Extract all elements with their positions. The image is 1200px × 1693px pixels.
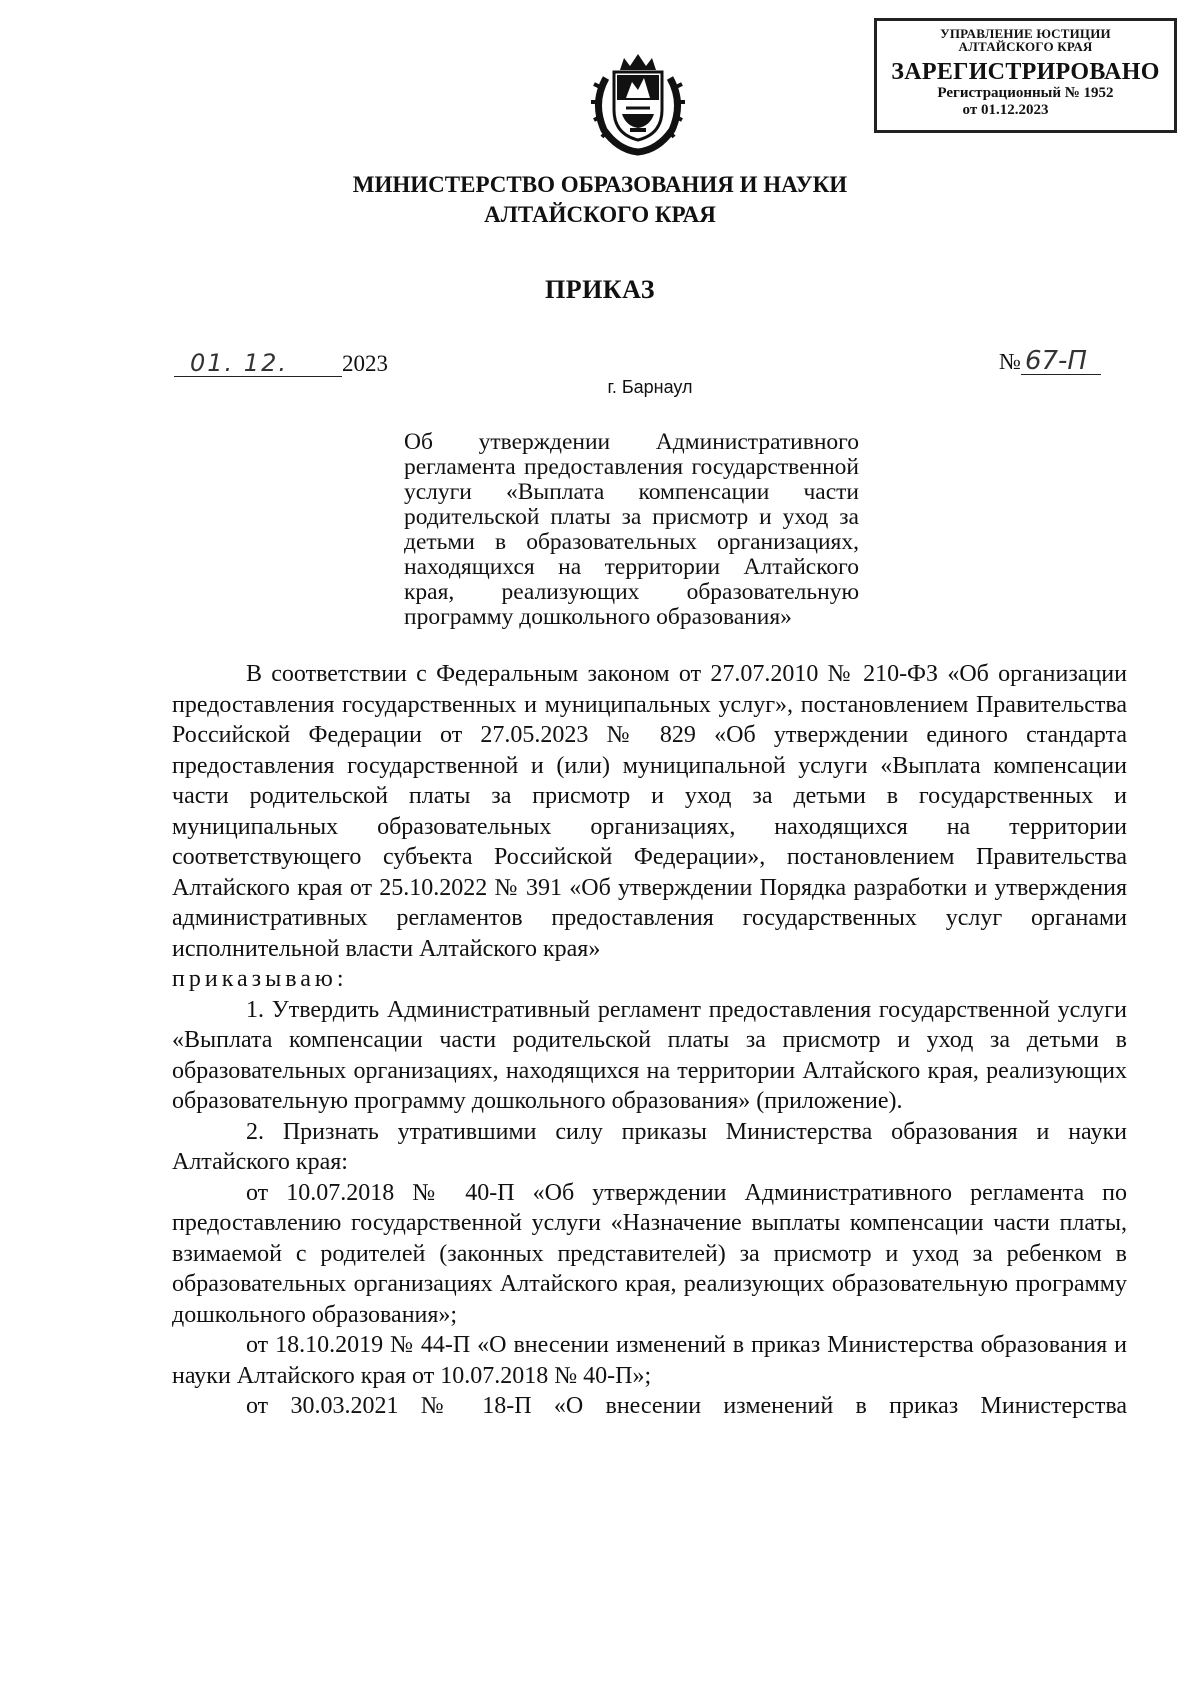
coat-of-arms-icon [586, 48, 690, 158]
date-year: 2023 [342, 351, 388, 376]
item-1: 1. Утвердить Административный регламент предоставления государственной услуги «Выплата компенсации части родительской платы за присмотр и уход за детьми в образовательных организациях, находящихся на территории Алтайского края, реализующих образовательную программу дошкольного образования» (приложение). [172, 996, 1127, 1114]
number-handwritten: 67-П [1021, 348, 1101, 375]
stamp-status: ЗАРЕГИСТРИРОВАНО [891, 59, 1160, 85]
order-date [174, 350, 388, 377]
city: г. Барнаул [607, 377, 693, 397]
order-subject: Об утверждении Административного регламента предоставления государственной услуги «Выплата компенсации части родительской платы за присмотр и уход за детьми в образовательных организациях, находящихся на территории Алтайского края, реализующих образовательную программу дошкольного образования» [404, 429, 859, 630]
date-handwritten: 01. 12. [174, 350, 342, 377]
repealed-order-1: от 10.07.2018 № 40-П «Об утверждении Административного регламента по предоставлению государственной услуги «Назначение выплаты компенсации части платы, взимаемой с родителей (законных представителей) за присмотр и уход за ребенком в образовательных организациях Алтайского края, реализующих образовательную программу дошкольного образования»; [172, 1179, 1127, 1328]
order-word: приказываю: [172, 966, 348, 992]
document-type: ПРИКАЗ [544, 275, 656, 304]
order-number [999, 348, 1101, 375]
repealed-order-2: от 18.10.2019 № 44-П «О внесении изменений в приказ Министерства образования и науки Алтайского края от 10.07.2018 № 40-П»; [172, 1332, 1127, 1389]
stamp-reg-number: Регистрационный № 1952 [937, 85, 1114, 101]
ministry-name-line1: МИНИСТЕРСТВО ОБРАЗОВАНИЯ И НАУКИ [352, 172, 848, 197]
stamp-reg-date: от 01.12.2023 [962, 102, 1049, 118]
item-2: 2. Признать утратившими силу приказы Министерства образования и науки Алтайского края: [172, 1118, 1127, 1175]
number-prefix: № [999, 349, 1021, 374]
stamp-authority: УПРАВЛЕНИЕ ЮСТИЦИИ АЛТАЙСКОГО КРАЯ [940, 26, 1111, 54]
order-body [172, 659, 1127, 1422]
ministry-name-line2: АЛТАЙСКОГО КРАЯ [484, 202, 716, 227]
registration-stamp [874, 18, 1177, 133]
repealed-order-3: от 30.03.2021 № 18-П «О внесении изменений в приказ Министерства [246, 1393, 1127, 1419]
preamble: В соответствии с Федеральным законом от 27.07.2010 № 210-ФЗ «Об организации предоставления государственных и муниципальных услуг», постановлением Правительства Российской Федерации от 27.05.2023 № 829 «Об утверждении единого стандарта предоставления государственной и (или) муниципальной услуги «Выплата компенсации части родительской платы за присмотр и уход за детьми в государственных и муниципальных образовательных организациях, находящихся на территории соответствующего субъекта Российской Федерации», постановлением Правительства Алтайского края от 25.10.2022 № 391 «Об утверждении Порядка разработки и утверждения административных регламентов предоставления государственных услуг органами исполнительной власти Алтайского края» [172, 661, 1127, 962]
